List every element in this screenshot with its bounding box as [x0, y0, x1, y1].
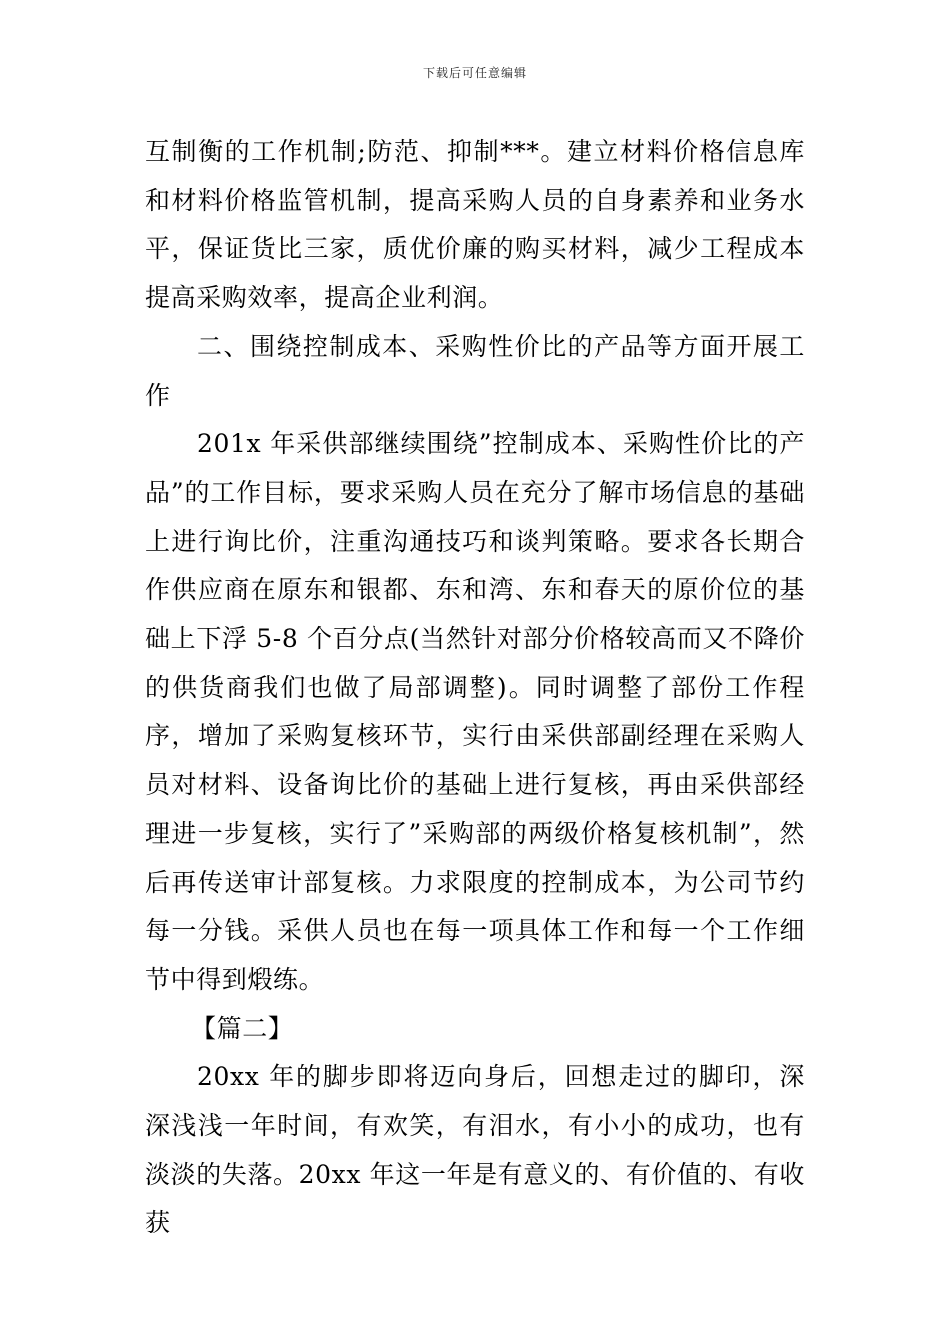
- section-heading-2: 二、围绕控制成本、采购性价比的产品等方面开展工作: [145, 331, 805, 410]
- paragraph-cost-control: 201x 年采供部继续围绕”控制成本、采购性价比的产品”的工作目标，要求采购人员在充分了解市场信息的基础上进行询比价，注重沟通技巧和谈判策略。要求各长期合作供应商在原东和银都、东和湾、东和春天的原价位的基础上下浮 5-8 个百分点(当然针对部分价格较高而又不降价的供货商我们也做了局部调整)。同时调整了部份工作程序，增加了采购复核环节，实行由采供部副经理在采购人员对材料、设备询比价的基础上进行复核，再由采供部经理进一步复核，实行了”采购部的两级价格复核机制”，然后再传送审计部复核。力求限度的控制成本，为公司节约每一分钱。采供人员也在每一项具体工作和每一个工作细节中得到煅练。: [145, 429, 805, 994]
- chapter-heading-part-two: 【篇二】: [191, 1013, 294, 1043]
- paragraph-year-review: 20xx 年的脚步即将迈向身后，回想走过的脚印，深深浅浅一年时间，有欢笑，有泪水，有小小的成功，也有淡淡的失落。20xx 年这一年是有意义的、有价值的、有收获: [145, 1062, 805, 1238]
- page-header: 下载后可任意编辑: [422, 66, 527, 80]
- document-body: [145, 128, 805, 1248]
- paragraph-continuation: 互制衡的工作机制;防范、抑制***。建立材料价格信息库和材料价格监管机制，提高采购人员的自身素养和业务水平，保证货比三家，质优价廉的购买材料，减少工程成本提高采购效率，提高企业利润。: [145, 137, 805, 313]
